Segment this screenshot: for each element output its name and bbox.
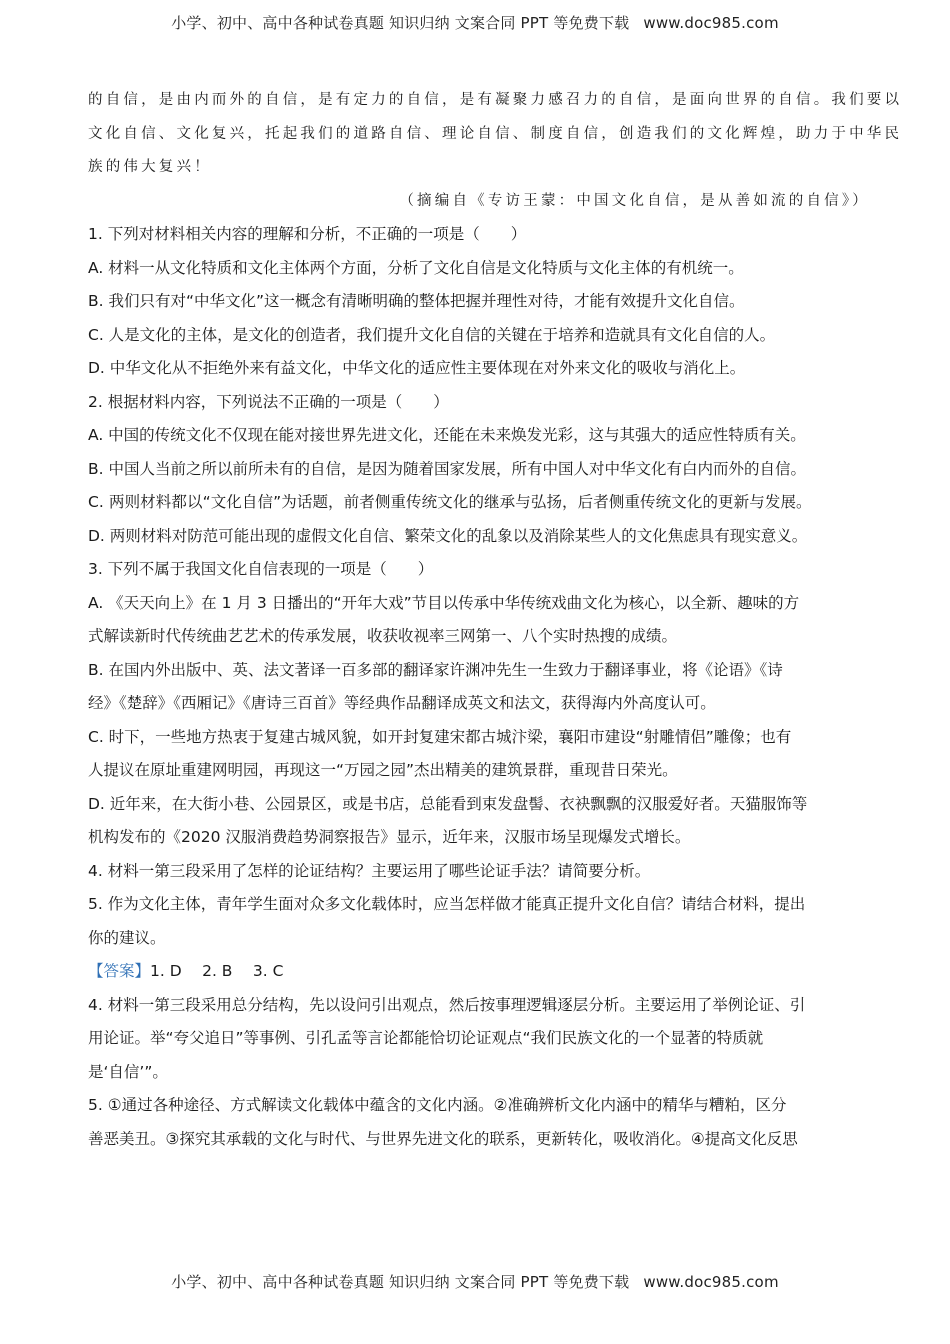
- question-1-stem: 1. 下列对材料相关内容的理解和分析，不正确的一项是（ ）: [88, 225, 527, 243]
- answer-4-line: 4. 材料一第三段采用总分结构，先以设问引出观点，然后按事理逻辑逐层分析。主要运用了举例论证、引: [88, 995, 806, 1014]
- question-3-option-c: C. 时下，一些地方热衷于复建古城风貌，如开封复建宋都古城汴梁，襄阳市建设“射雕情侣”雕像；也有: [88, 727, 792, 746]
- passage-line: 文化自信、文化复兴，托起我们的道路自信、理论自信、制度自信，创造我们的文化辉煌，助力于中华民: [88, 125, 903, 142]
- question-3-option-c-cont: 人提议在原址重建网明园，再现这一“万园之园”杰出精美的建筑景群，重现昔日荣光。: [88, 761, 678, 779]
- page-footer: [0, 1271, 950, 1292]
- passage-line: 族的伟大复兴！: [88, 159, 212, 175]
- answer-5-line: 5. ①通过各种途径、方式解读文化载体中蕴含的文化内涵。②准确辨析文化内涵中的精华与糟粕，区分: [88, 1096, 787, 1114]
- question-4-stem: 4. 材料一第三段采用了怎样的论证结构？主要运用了哪些论证手法？请简要分析。: [88, 861, 651, 880]
- question-2-option-c: C. 两则材料都以“文化自信”为话题，前者侧重传统文化的继承与弘扬，后者侧重传统文化的更新与发展。: [88, 493, 812, 511]
- document-page: [88, 84, 903, 1156]
- question-2-option-a: A. 中国的传统文化不仅现在能对接世界先进文化，还能在未来焕发光彩，这与其强大的适应性特质有关。: [88, 426, 806, 444]
- passage-source: （摘编自《专访王蒙：中国文化自信，是从善如流的自信》）: [399, 192, 870, 209]
- answer-label: 【答案】: [88, 962, 151, 980]
- footer-url[interactable]: www.doc985.com: [643, 1273, 779, 1291]
- question-2-option-d: D. 两则材料对防范可能出现的虚假文化自信、繁荣文化的乱象以及消除某些人的文化焦虑具有现实意义。: [88, 526, 808, 545]
- question-5-stem: 5. 作为文化主体，青年学生面对众多文化载体时，应当怎样做才能真正提升文化自信？请结合材料，提出: [88, 895, 806, 913]
- question-3-option-a: A. 《天天向上》在 1 月 3 日播出的“开年大戏”节目以传承中华传统戏曲文化为核心，以全新、趣味的方: [88, 593, 800, 612]
- question-5-stem-cont: 你的建议。: [88, 928, 166, 947]
- question-3-option-a-cont: 式解读新时代传统曲艺艺术的传承发展，收获收视率三网第一、八个实时热搜的成绩。: [88, 627, 678, 645]
- answer-4-line: 用论证。举“夸父追日”等事例、引孔孟等言论都能恰切论证观点“我们民族文化的一个显著的特质就: [88, 1029, 764, 1047]
- answer-4-line: 是‘自信’”。: [88, 1062, 168, 1081]
- question-3-option-b: B. 在国内外出版中、英、法文著译一百多部的翻译家许渊冲先生一生致力于翻译事业，将《论语》《诗: [88, 660, 783, 679]
- question-3-stem: 3. 下列不属于我国文化自信表现的一项是（ ）: [88, 560, 434, 578]
- header-url[interactable]: www.doc985.com: [643, 14, 779, 32]
- footer-text: 小学、初中、高中各种试卷真题 知识归纳 文案合同 PPT 等免费下载: [171, 1273, 630, 1291]
- question-1-option-a: A. 材料一从文化特质和文化主体两个方面，分析了文化自信是文化特质与文化主体的有机统一。: [88, 258, 744, 277]
- question-3-option-d-cont: 机构发布的《2020 汉服消费趋势洞察报告》显示，近年来，汉服市场呈现爆发式增长。: [88, 828, 691, 846]
- page-header: [0, 12, 950, 33]
- answer-choices-value: 1. D 2. B 3. C: [150, 962, 284, 980]
- question-2-stem: 2. 根据材料内容，下列说法不正确的一项是（ ）: [88, 392, 449, 411]
- passage-line: 的自信，是由内而外的自信，是有定力的自信，是有凝聚力感召力的自信，是面向世界的自信。我们要以: [88, 92, 903, 108]
- answer-5-line: 善恶美丑。③探究其承载的文化与时代、与世界先进文化的联系，更新转化，吸收消化。④提高文化反思: [88, 1129, 798, 1148]
- question-3-option-d: D. 近年来，在大街小巷、公园景区，或是书店，总能看到束发盘髻、衣袂飘飘的汉服爱好者。天猫服饰等: [88, 794, 808, 813]
- answer-choices: [88, 955, 878, 989]
- question-1-option-c: C. 人是文化的主体，是文化的创造者，我们提升文化自信的关键在于培养和造就具有文化自信的人。: [88, 325, 776, 344]
- header-text: 小学、初中、高中各种试卷真题 知识归纳 文案合同 PPT 等免费下载: [171, 14, 630, 32]
- question-1-option-b: B. 我们只有对“中华文化”这一概念有清晰明确的整体把握并理性对待，才能有效提升文化自信。: [88, 292, 745, 310]
- question-2-option-b: B. 中国人当前之所以前所未有的自信，是因为随着国家发展，所有中国人对中华文化有白内而外的自信。: [88, 459, 806, 478]
- question-3-option-b-cont: 经》《楚辞》《西厢记》《唐诗三百首》等经典作品翻译成英文和法文，获得海内外高度认可。: [88, 694, 716, 712]
- question-1-option-d: D. 中华文化从不拒绝外来有益文化，中华文化的适应性主要体现在对外来文化的吸收与消化上。: [88, 359, 746, 377]
